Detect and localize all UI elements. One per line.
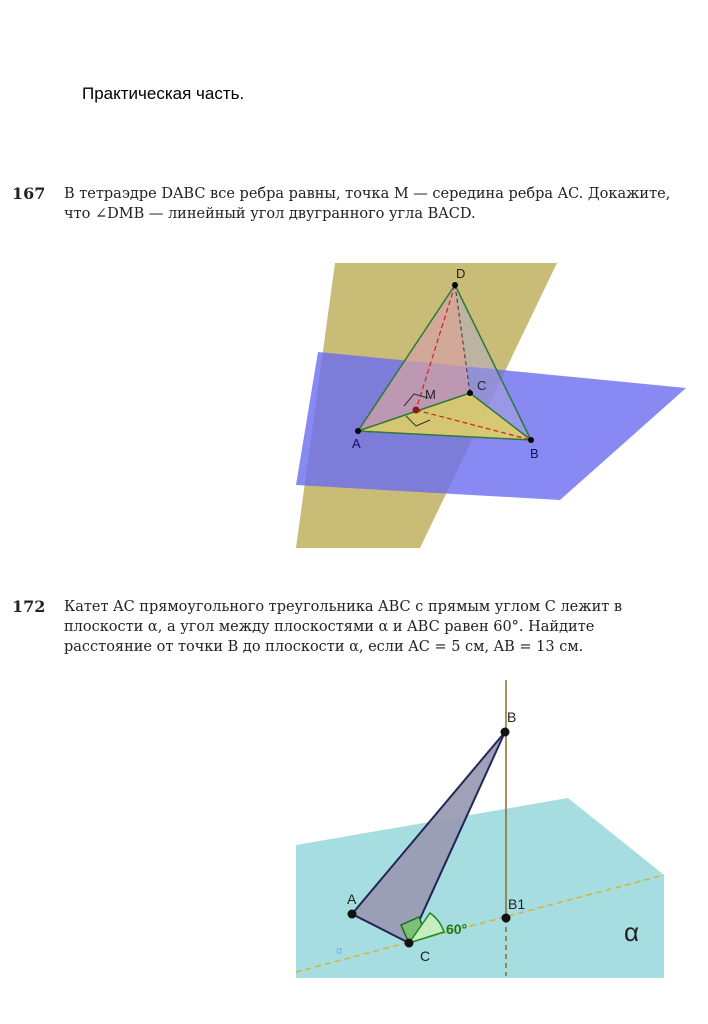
label-angle: 60°	[446, 921, 468, 937]
label-alpha-small: α	[336, 945, 343, 957]
plane-alpha	[296, 798, 664, 978]
triangle-plane-figure	[294, 680, 670, 980]
problem-number: 172	[12, 597, 46, 616]
label-alpha-big: α	[624, 917, 640, 947]
problem-text: Катет AC прямоугольного треугольника ABC с прямым углом C лежит в плоскости α, а угол между плоскостями α и ABC равен 60°. Найдите расстояние от точки B до плоскости α, если AC = 5 см, AB = 13 см.	[64, 599, 623, 655]
problem-text: В тетраэдре DABC все ребра равны, точка M — середина ребра AC. Докажите, что ∠DMB — линейный угол двугранного угла BACD.	[64, 186, 671, 222]
label-b: B	[530, 446, 539, 461]
label-c: C	[477, 378, 487, 393]
label-m: M	[425, 387, 436, 402]
label-d: D	[456, 266, 466, 281]
problem-number: 167	[12, 184, 46, 203]
label-c: C	[420, 948, 431, 964]
label-b1: B1	[508, 896, 526, 912]
problem-172	[12, 597, 684, 657]
tetrahedron-figure	[294, 262, 690, 548]
page-heading: Практическая часть.	[82, 84, 245, 103]
label-b: B	[507, 709, 517, 725]
label-a: A	[352, 436, 361, 451]
label-a: A	[347, 891, 357, 907]
problem-167	[12, 184, 684, 224]
